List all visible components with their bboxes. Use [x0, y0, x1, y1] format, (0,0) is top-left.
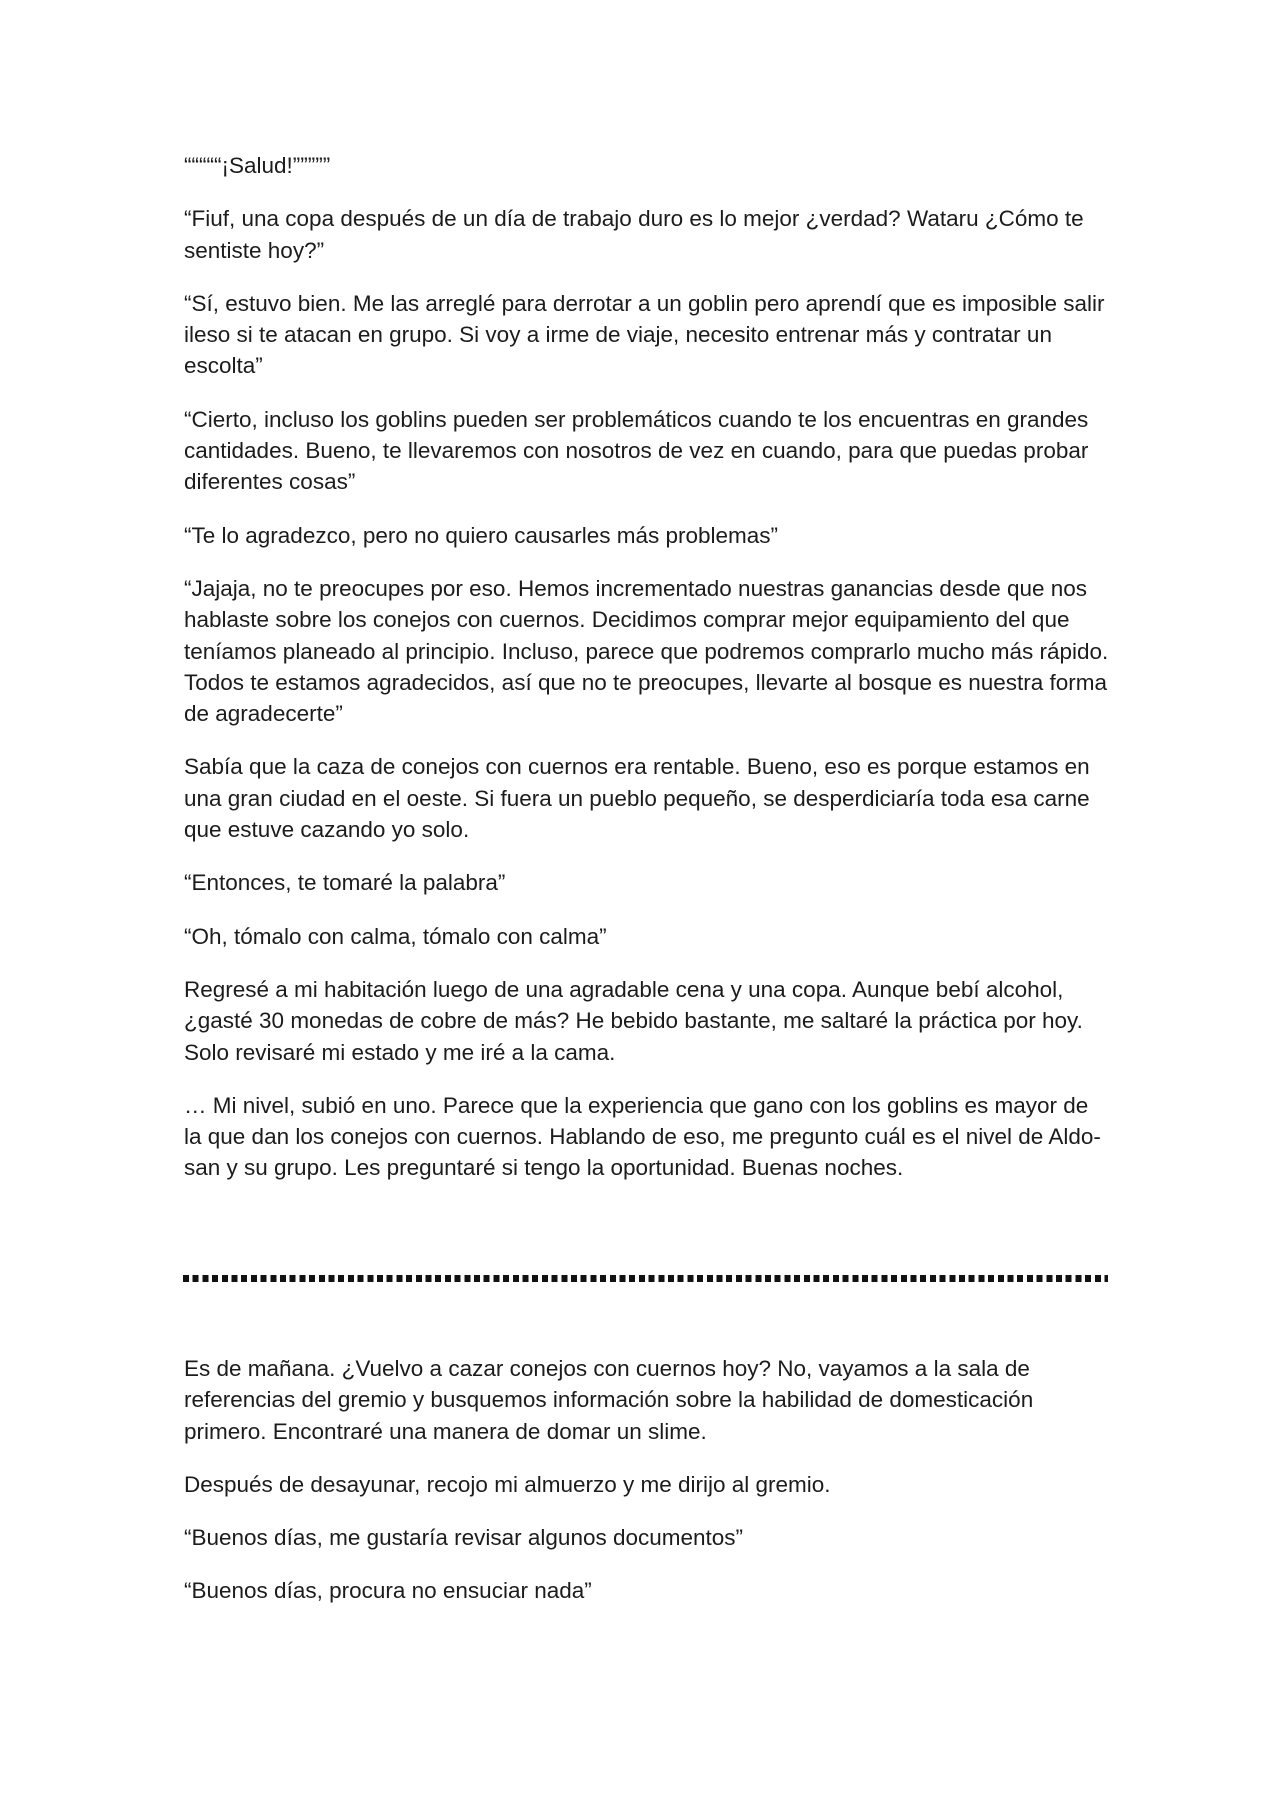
text-section-2: [184, 1353, 1109, 1629]
paragraph: “Oh, tómalo con calma, tómalo con calma”: [184, 923, 607, 949]
paragraph: “Buenos días, me gustaría revisar algunos documentos”: [184, 1525, 744, 1551]
paragraph: “Te lo agradezco, pero no quiero causarles más problemas”: [184, 522, 779, 548]
paragraph: “Cierto, incluso los goblins pueden ser problemáticos cuando te los encuentras en grandes cantidades. Bueno, te llevaremos con nosotros de vez en cuando, para que puedas probar diferentes cosas”: [184, 406, 1089, 495]
paragraph: “Jajaja, no te preocupes por eso. Hemos incrementado nuestras ganancias desde que nos hablaste sobre los conejos con cuernos. Decidimos comprar mejor equipamiento del que teníamos planeado al principio. Incluso, parece que podremos comprarlo mucho más rápido. Todos te estamos agradecidos, así que no te preocupes, llevarte al bosque es nuestra forma de agradecerte”: [184, 575, 1109, 727]
paragraph: Sabía que la caza de conejos con cuernos era rentable. Bueno, eso es porque estamos en una gran ciudad en el oeste. Si fuera un pueblo pequeño, se desperdiciaría toda esa carne que estuve cazando yo solo.: [184, 754, 1090, 843]
paragraph: Después de desayunar, recojo mi almuerzo y me dirijo al gremio.: [184, 1471, 831, 1497]
paragraph: “Sí, estuvo bien. Me las arreglé para derrotar a un goblin pero aprendí que es imposible salir ileso si te atacan en grupo. Si voy a irme de viaje, necesito entrenar más y contratar un escolta”: [184, 290, 1105, 379]
scene-break-divider: [183, 1275, 1108, 1282]
paragraph: “Buenos días, procura no ensuciar nada”: [184, 1578, 592, 1604]
paragraph: “““““¡Salud!”””””: [184, 153, 331, 178]
text-section-1: [184, 150, 1109, 1206]
paragraph: Es de mañana. ¿Vuelvo a cazar conejos con cuernos hoy? No, vayamos a la sala de referencias del gremio y busquemos información sobre la habilidad de domesticación primero. Encontraré una manera de domar un slime.: [184, 1356, 1034, 1444]
paragraph: “Fiuf, una copa después de un día de trabajo duro es lo mejor ¿verdad? Wataru ¿Cómo te sentiste hoy?”: [184, 206, 1084, 263]
paragraph: “Entonces, te tomaré la palabra”: [184, 870, 506, 896]
paragraph: … Mi nivel, subió en uno. Parece que la experiencia que gano con los goblins es mayor de la que dan los conejos con cuernos. Hablando de eso, me pregunto cuál es el nivel de Aldo-san y su grupo. Les preguntaré si tengo la oportunidad. Buenas noches.: [184, 1092, 1101, 1181]
paragraph: Regresé a mi habitación luego de una agradable cena y una copa. Aunque bebí alcohol, ¿gasté 30 monedas de cobre de más? He bebido bastante, me saltaré la práctica por hoy. Solo revisaré mi estado y me iré a la cama.: [184, 976, 1083, 1065]
